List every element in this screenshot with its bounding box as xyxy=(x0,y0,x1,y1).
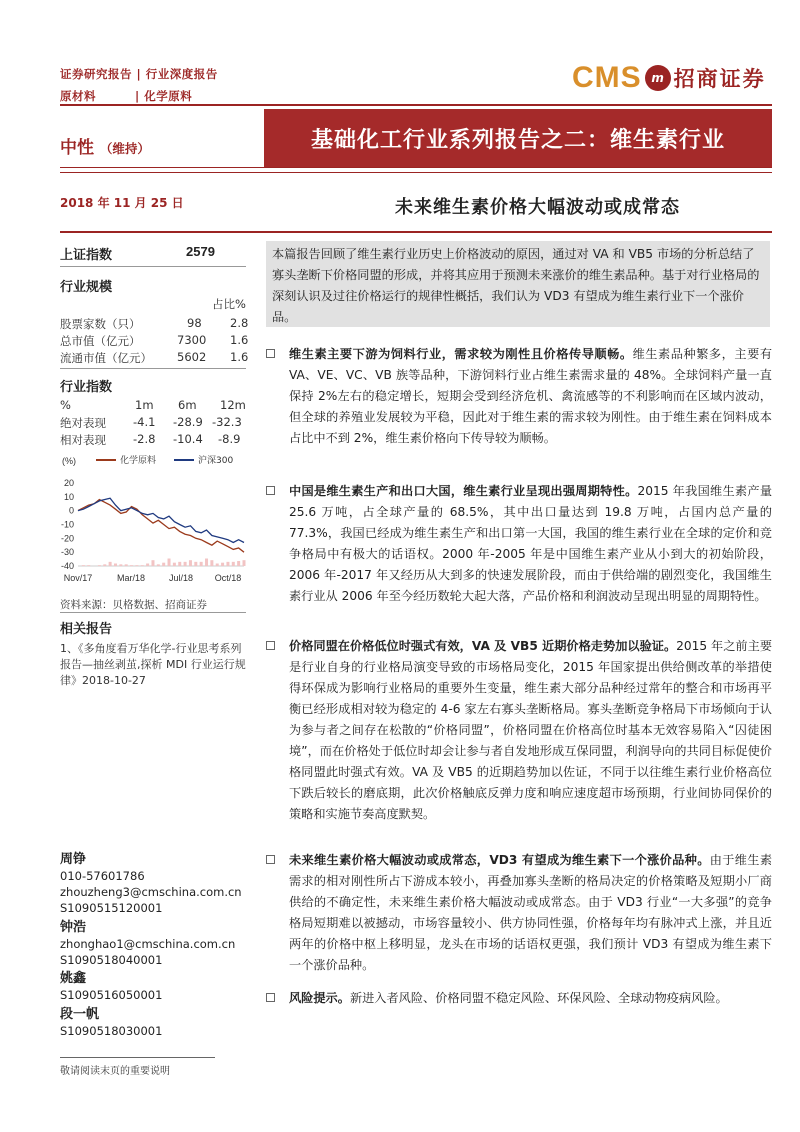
x-tick-label: Oct/18 xyxy=(214,573,242,583)
related-title: 相关报告 xyxy=(60,622,113,637)
chart-ylabel: (%) xyxy=(62,456,76,466)
perf-header: 12m xyxy=(220,398,246,412)
author-id: S1090516050001 xyxy=(60,988,163,1002)
index-label: 上证指数 xyxy=(60,248,113,263)
perf-row-12m: -8.9 xyxy=(218,432,241,446)
bullet-heading: 中国是维生素生产和出口大国，维生素行业呈现出强周期特性。 xyxy=(289,484,638,498)
x-tick-label: Jul/18 xyxy=(168,573,194,583)
x-tick-label: Nov/17 xyxy=(63,573,93,583)
report-title: 基础化工行业系列报告之二：维生素行业 xyxy=(264,109,772,167)
author-block xyxy=(60,1006,162,1039)
author-block xyxy=(60,919,235,968)
footer-divider xyxy=(60,1057,215,1058)
logo-latin: CMS xyxy=(572,61,642,94)
bullet-text: 2015 年之前主要是行业自身的行业格局演变导致的市场格局变化，2015 年国家提出供给侧改革的举措使得环保成为影响行业格局的重要外生变量，维生素大部分品种经过常年的整合和市场再平衡已经形成相对较为稳定的 4-6 家左右寡头垄断格局。寡头垄断竞争格局下市场倾向于认为参与者之间存在松散的“价格同盟”，价格同盟在价格高位时基本无效容易陷入“囚徒困境”，而在价格处于低位时却会让参与者自发地形成互保同盟，利润导向的共同目标促使价格同盟此时强式有效。VA 及 VB5 的近期趋势加以佐证，不同于以往维生素行业价格高位下跌后较长的磨底期，此次价格触底反弹力度和响应速度超市场预期，行业间协同保价的策略和实施节奏高度默契。 xyxy=(289,639,773,821)
title-divider-2 xyxy=(60,172,772,173)
scale-row-value: 98 xyxy=(187,316,202,330)
scale-row-value: 5602 xyxy=(177,350,207,364)
subtitle-divider xyxy=(60,231,772,233)
perf-row-6m: -10.4 xyxy=(173,432,203,446)
bullet-text: 新进入者风险、价格同盟不稳定风险、环保风险、全球动物疫病风险。 xyxy=(349,991,728,1005)
x-tick-label: Mar/18 xyxy=(116,573,146,583)
author-name: 钟浩 xyxy=(60,920,87,935)
author-name: 姚鑫 xyxy=(60,971,87,986)
perf-row-label: 绝对表现 xyxy=(60,416,106,430)
bullet-heading: 价格同盟在价格低位时强式有效，VA 及 VB5 近期价格走势加以验证。 xyxy=(289,639,677,653)
index-chart xyxy=(56,450,252,588)
series-line xyxy=(78,500,244,553)
scale-row-label: 股票家数（只） xyxy=(60,317,141,331)
perf-row-6m: -28.9 xyxy=(173,415,203,429)
rating-main: 中性 xyxy=(60,138,94,158)
author-block xyxy=(60,851,242,916)
legend-label: 化学原料 xyxy=(120,456,157,466)
report-type: 证券研究报告 | 行业深度报告 xyxy=(60,67,218,81)
author-phone: 010-57601786 xyxy=(60,869,145,883)
cms-logo xyxy=(572,60,766,96)
header-divider xyxy=(60,104,772,106)
related-report-link[interactable]: 1、《多角度看万华化学-行业思考系列报告—抽丝剥茧,探析 MDI 行业运行规律》2018-10-27 xyxy=(60,642,246,687)
bullet-text: 2015 年我国维生素产量 25.6 万吨，占全球产量的 68.5%，其中出口量达到 19.8 万吨，占国内总产量的 77.3%，我国已经成为维生素生产和出口第一大国，我国的维生素行业在全球的定价和竞争格局中有极大的话语权。2000 年-2005 年是中国维生素产业从小到大的初始阶段，2006 年-2017 年又经历从大到多的快速发展阶段，而由于供给端的剧烈变化，我国维生素行业从 2006 年至今经历数轮大起大落，产品价格和利润波动呈现出明显的周期特性。 xyxy=(289,484,773,603)
index-value: 2579 xyxy=(186,244,215,259)
report-subtitle: 未来维生素价格大幅波动或成常态 xyxy=(395,197,680,218)
divider xyxy=(60,612,246,613)
author-name: 周铮 xyxy=(60,852,87,867)
perf-row-label: 相对表现 xyxy=(60,433,106,447)
author-email[interactable]: zhouzheng3@cmschina.com.cn xyxy=(60,885,242,899)
y-tick-label: -30 xyxy=(60,547,74,558)
report-date: 2018 年 11 月 25 日 xyxy=(60,196,184,210)
bullet-item xyxy=(266,988,772,1009)
bullet-heading: 风险提示。 xyxy=(289,991,350,1005)
perf-table xyxy=(60,398,250,453)
perf-header: 1m xyxy=(135,398,154,412)
chart-source: 资料来源：贝格数据、招商证券 xyxy=(60,599,207,611)
y-tick-label: -10 xyxy=(60,519,74,530)
author-id: S1090518030001 xyxy=(60,1024,163,1038)
bullet-square-icon xyxy=(266,993,275,1002)
bullet-text: 由于维生素需求的相对刚性所占下游成本较小，再叠加寡头垄断的格局决定的价格策略及短期小厂商供给的不确定性，未来维生素价格大幅波动或成常态。由于 VD3 行业“一大多强”的竞争格局短期难以被撼动，市场容量较小、供方协同性强，价格每年均有脉冲式上涨，并且近两年的价格中枢上移明显，龙头在市场的话语权更强，我们预计 VD3 有望成为维生素下一个涨价品种。 xyxy=(289,853,773,972)
bullet-item xyxy=(266,344,772,449)
y-tick-label: 0 xyxy=(68,505,74,516)
scale-row-pct: 1.6 xyxy=(230,333,249,347)
y-tick-label: 10 xyxy=(63,491,74,502)
logo-mark-icon: m xyxy=(645,65,671,91)
summary-box: 本篇报告回顾了维生素行业历史上价格波动的原因，通过对 VA 和 VB5 市场的分析总结了寡头垄断下价格同盟的形成，并将其应用于预测未来涨价的维生素品种。基于对行业格局的深刻认识及过往价格运行的规律性概括，我们认为 VD3 有望成为维生素行业下一个涨价品。 xyxy=(266,241,770,327)
scale-row-label: 总市值（亿元） xyxy=(60,334,141,348)
divider xyxy=(60,266,246,267)
bullet-heading: 未来维生素价格大幅波动或成常态，VD3 有望成为维生素下一个涨价品种。 xyxy=(289,853,710,867)
scale-title: 行业规模 xyxy=(60,280,113,295)
rating xyxy=(60,133,150,158)
author-id: S1090518040001 xyxy=(60,953,163,967)
bullet-item xyxy=(266,850,772,976)
subsector-label: | 化学原料 xyxy=(135,89,193,103)
bullet-square-icon xyxy=(266,641,275,650)
perf-header: % xyxy=(60,398,71,412)
scale-col-header: 占比% xyxy=(212,297,246,311)
bullet-square-icon xyxy=(266,349,275,358)
author-email[interactable]: zhonghao1@cmschina.com.cn xyxy=(60,937,236,951)
sector-label: 原材料 xyxy=(60,89,96,103)
title-divider xyxy=(60,167,772,168)
scale-table xyxy=(60,296,250,366)
bullet-square-icon xyxy=(266,486,275,495)
perf-row-1m: -4.1 xyxy=(133,415,156,429)
scale-row-pct: 1.6 xyxy=(230,350,249,364)
logo-cn: 招商证券 xyxy=(673,67,766,91)
rating-note: （维持） xyxy=(99,141,150,156)
divider xyxy=(60,368,246,369)
bullet-heading: 维生素主要下游为饲料行业，需求较为刚性且价格传导顺畅。 xyxy=(289,347,633,361)
perf-row-1m: -2.8 xyxy=(133,432,156,446)
y-tick-label: -40 xyxy=(60,561,74,571)
legend-label: 沪深300 xyxy=(198,456,234,466)
y-tick-label: -20 xyxy=(60,533,74,544)
bullet-item xyxy=(266,636,772,825)
perf-row-12m: -32.3 xyxy=(212,415,242,429)
series-line xyxy=(78,498,244,542)
footer-note: 敬请阅读末页的重要说明 xyxy=(60,1066,170,1077)
perf-title: 行业指数 xyxy=(60,380,113,395)
author-id: S1090515120001 xyxy=(60,901,163,915)
y-tick-label: 20 xyxy=(63,477,74,488)
author-block xyxy=(60,970,162,1003)
scale-row-label: 流通市值（亿元） xyxy=(60,351,152,365)
bullet-square-icon xyxy=(266,855,275,864)
bullet-item xyxy=(266,481,772,607)
scale-row-pct: 2.8 xyxy=(230,316,249,330)
scale-row-value: 7300 xyxy=(177,333,207,347)
perf-header: 6m xyxy=(178,398,197,412)
author-name: 段一帆 xyxy=(60,1007,100,1022)
bullet-text: 维生素品种繁多，主要有 VA、VE、VC、VB 族等品种，下游饲料行业占维生素需求量的 48%。全球饲料产量一直保持 2%左右的稳定增长，短期会受到经济危机、禽流感等的不利影响而在区域内波动，但全球的养殖业发展较为平稳，因此对于维生素的需求较为刚性。由于维生素在饲料成本占比中不到 2%，维生素价格向下传导较为顺畅。 xyxy=(289,347,773,445)
